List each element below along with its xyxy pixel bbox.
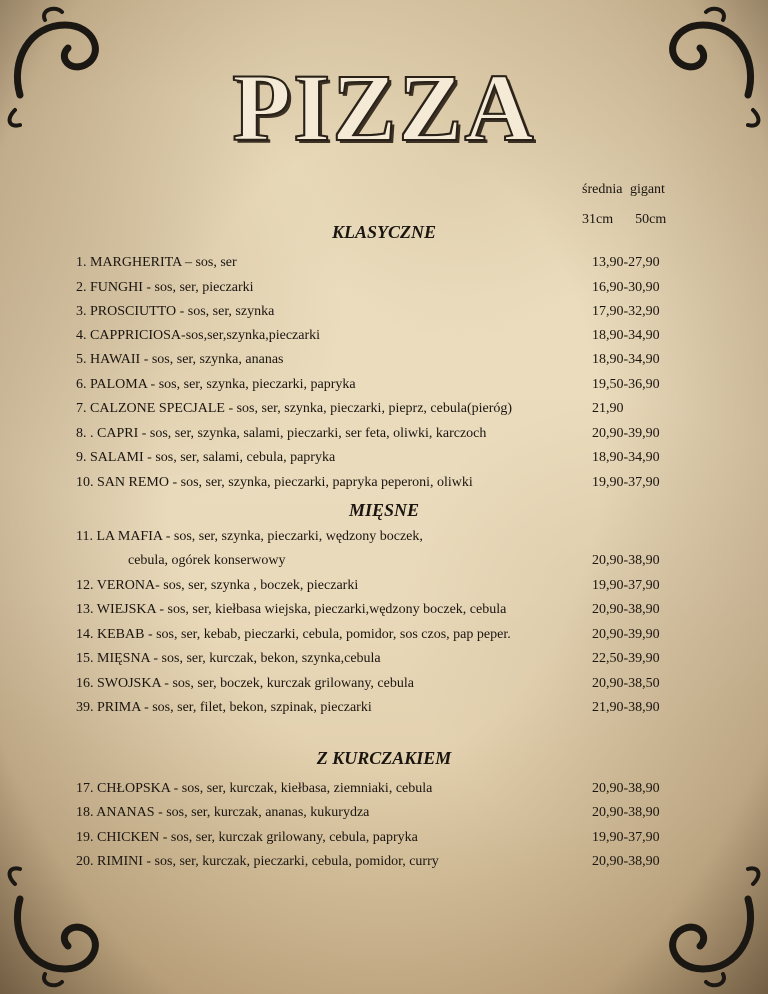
menu-item-price: 13,90-27,90: [592, 255, 660, 270]
menu-item-name: 20. RIMINI - sos, ser, kurczak, pieczarki, cebula, pomidor, curry: [76, 854, 439, 869]
menu-item-name-continued: cebula, ogórek konserwowy: [128, 553, 286, 568]
menu-item-name: 4. CAPPRICIOSA-sos,ser,szynka,pieczarki: [76, 328, 321, 343]
menu-item-price: 20,90-39,90: [592, 627, 660, 642]
menu-item-price: 20,90-38,50: [592, 676, 660, 691]
size-name-giant: gigant: [629, 182, 665, 197]
menu-item-price: 18,90-34,90: [592, 328, 660, 343]
menu-item-price: 22,50-39,90: [592, 651, 660, 666]
menu-item-name: 15. MIĘSNA - sos, ser, kurczak, bekon, szynka,cebula: [76, 651, 381, 666]
menu-item-price: 19,90-37,90: [592, 475, 660, 490]
menu-item-price: 18,90-34,90: [592, 450, 660, 465]
menu-item-name: 2. FUNGHI - sos, ser, pieczarki: [76, 280, 254, 295]
menu-item-price: 18,90-34,90: [592, 352, 660, 367]
size-name-medium: średnia: [582, 182, 623, 197]
menu-item-price: 21,90: [592, 401, 624, 416]
section-title-z-kurczakiem: Z KURCZAKIEM: [316, 748, 452, 768]
menu-item-name: 5. HAWAII - sos, ser, szynka, ananas: [76, 352, 284, 367]
menu-item-name: 3. PROSCIUTTO - sos, ser, szynka: [76, 304, 275, 319]
menu-item-price: 19,90-37,90: [592, 830, 660, 845]
corner-ornament-bottom-right: [638, 864, 768, 994]
section-title-klasyczne: KLASYCZNE: [331, 222, 437, 242]
menu-item-name: 1. MARGHERITA – sos, ser: [76, 255, 237, 270]
menu-item-price: 20,90-38,90: [592, 781, 660, 796]
menu-item-name: 16. SWOJSKA - sos, ser, boczek, kurczak grilowany, cebula: [76, 676, 414, 691]
corner-ornament-bottom-left: [0, 864, 130, 994]
menu-item-name: 17. CHŁOPSKA - sos, ser, kurczak, kiełbasa, ziemniaki, cebula: [76, 781, 433, 796]
size-cm-medium: 31cm: [582, 212, 614, 227]
menu-item-name: 14. KEBAB - sos, ser, kebab, pieczarki, cebula, pomidor, sos czos, pap peper.: [76, 627, 511, 642]
menu-item-name: 18. ANANAS - sos, ser, kurczak, ananas, kukurydza: [76, 805, 370, 820]
menu-item-name: 8. . CAPRI - sos, ser, szynka, salami, pieczarki, ser feta, oliwki, karczoch: [76, 426, 487, 441]
menu-item-name: 7. CALZONE SPECJALE - sos, ser, szynka, pieczarki, pieprz, cebula(pieróg): [76, 401, 513, 416]
menu-item-name: 11. LA MAFIA - sos, ser, szynka, pieczarki, wędzony boczek,: [76, 529, 423, 544]
menu-item-price: 16,90-30,90: [592, 280, 660, 295]
menu-item-price: 17,90-32,90: [592, 304, 660, 319]
menu-item-name: 6. PALOMA - sos, ser, szynka, pieczarki, papryka: [76, 377, 356, 392]
menu-item-price: 20,90-38,90: [592, 553, 660, 568]
menu-item-name: 12. VERONA- sos, ser, szynka , boczek, pieczarki: [76, 578, 359, 593]
menu-item-name: 39. PRIMA - sos, ser, filet, bekon, szpinak, pieczarki: [76, 700, 372, 715]
menu-item-name: 10. SAN REMO - sos, ser, szynka, pieczarki, papryka peperoni, oliwki: [76, 475, 473, 490]
menu-item-price: 19,90-37,90: [592, 578, 660, 593]
page-title: PIZZA: [232, 54, 536, 161]
menu-item-name: 19. CHICKEN - sos, ser, kurczak grilowany, cebula, papryka: [76, 830, 418, 845]
menu-item-name: 13. WIEJSKA - sos, ser, kiełbasa wiejska, pieczarki,wędzony boczek, cebula: [76, 602, 507, 617]
menu-item-name: 9. SALAMI - sos, ser, salami, cebula, papryka: [76, 450, 336, 465]
menu-item-price: 20,90-38,90: [592, 805, 660, 820]
section-title-miesne: MIĘSNE: [348, 500, 420, 520]
menu-item-price: 20,90-38,90: [592, 854, 660, 869]
menu-item-price: 19,50-36,90: [592, 377, 660, 392]
menu-item-price: 20,90-38,90: [592, 602, 660, 617]
menu-item-price: 20,90-39,90: [592, 426, 660, 441]
size-cm-giant: 50cm: [635, 212, 667, 227]
menu-item-price: 21,90-38,90: [592, 700, 660, 715]
